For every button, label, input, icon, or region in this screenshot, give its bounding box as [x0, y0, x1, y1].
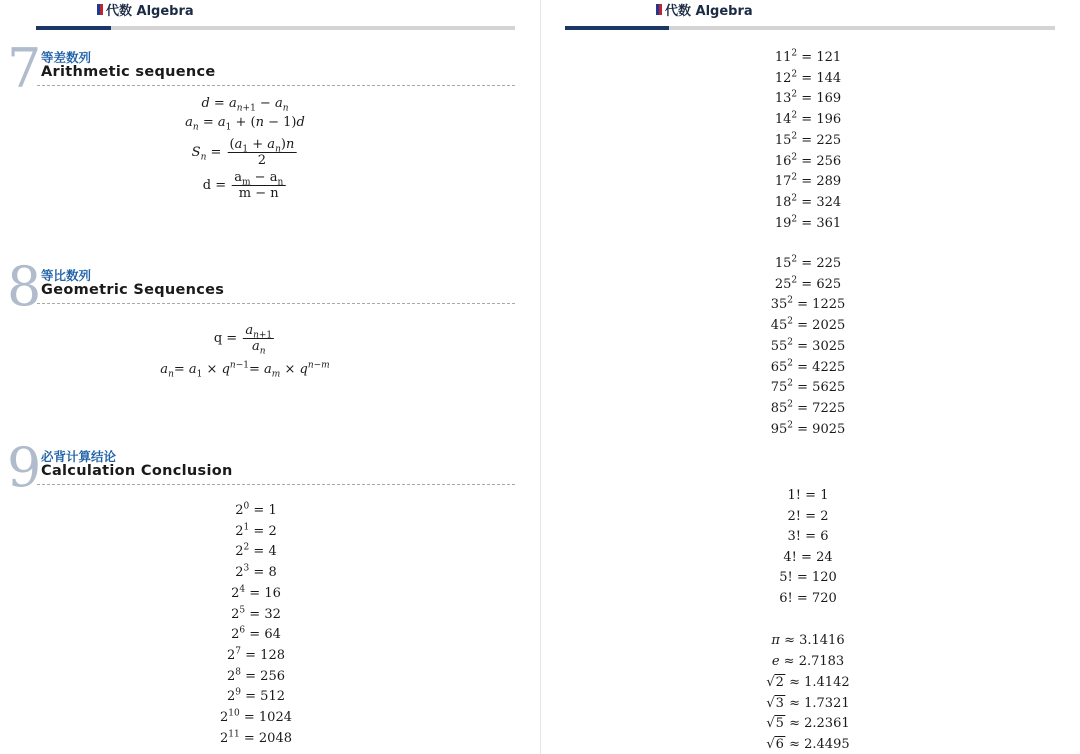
value: 1 — [820, 488, 829, 503]
base: 45 — [770, 318, 788, 334]
constant-row: e ≈ 2.7183 — [771, 653, 845, 669]
factorial-row: 5! = 120 — [779, 570, 837, 585]
value: 7225 — [812, 400, 846, 416]
value: 169 — [816, 91, 842, 107]
power-row: $2^1 = 2$ — [235, 522, 277, 539]
value: 3.1416 — [799, 633, 845, 648]
exponent: 5 — [239, 605, 246, 616]
right-header — [656, 0, 753, 18]
value: 5625 — [812, 380, 846, 396]
symbol: π — [771, 633, 780, 648]
flag-icon — [656, 4, 662, 15]
square-row: $75^2 = 5625$ — [770, 378, 846, 396]
exponent: 2 — [787, 358, 794, 369]
power-row: $2^7 = 128$ — [226, 646, 286, 663]
exponent: 2 — [787, 399, 794, 410]
square-row: $13^2 = 169$ — [774, 90, 842, 107]
base: 13 — [774, 91, 792, 107]
value: 121 — [816, 50, 842, 65]
value: 361 — [816, 215, 842, 231]
formula-geometric-nth: $a_n= a_1 \times q^{n-1}= a_m \times q^{n-m}$ — [160, 360, 330, 380]
sqrt-icon: √3 — [766, 695, 784, 711]
square-row: $35^2 = 1225$ — [770, 296, 846, 313]
value: 16 — [264, 585, 281, 601]
n: 1 — [787, 488, 796, 503]
value: 324 — [816, 194, 842, 210]
value: 256 — [816, 153, 842, 169]
exponent: 2 — [787, 337, 794, 348]
base: 35 — [770, 297, 788, 313]
exponent: 2 — [791, 172, 798, 183]
n: 5 — [779, 570, 788, 585]
exponent: 2 — [791, 48, 798, 59]
constant-row: π ≈ 3.1416 — [771, 633, 845, 648]
base: 95 — [770, 421, 788, 437]
root-row: √2 ≈ 1.4142 — [766, 675, 850, 690]
power-row: $2^{10} = 1024$ — [220, 708, 292, 725]
square-row: $17^2 = 289$ — [774, 172, 842, 190]
power-row: $2^2 = 4$ — [235, 543, 277, 560]
square-row: $15^2 = 225$ — [774, 131, 842, 148]
value: 625 — [816, 276, 842, 292]
exponent: 6 — [239, 625, 246, 636]
section-dashed-line — [37, 484, 515, 485]
base: 19 — [774, 215, 792, 231]
square-row: $12^2 = 144$ — [774, 69, 842, 86]
power-row: $2^8 = 256$ — [226, 667, 286, 684]
value: 256 — [260, 668, 286, 684]
n: 3 — [787, 529, 796, 544]
factorial-row: 2! = 2 — [787, 508, 829, 524]
base: 75 — [770, 380, 788, 396]
value: 24 — [816, 549, 833, 565]
exponent: 1 — [243, 522, 250, 533]
power-row: $2^{11} = 2048$ — [220, 729, 292, 746]
root-row: √3 ≈ 1.7321 — [766, 695, 850, 711]
n: 6 — [779, 590, 788, 606]
base: 65 — [770, 359, 788, 375]
left-header-bar — [36, 26, 515, 30]
exponent: 2 — [791, 193, 798, 204]
power-row: $2^5 = 32$ — [231, 605, 281, 622]
value: 2025 — [812, 318, 846, 334]
value: 8 — [268, 565, 277, 581]
square-row: $55^2 = 3025$ — [770, 337, 846, 354]
right-header-bar — [565, 26, 1055, 30]
exponent: 11 — [228, 729, 240, 740]
formula-common-difference: $d = a_{n+1} - a_n$ — [201, 96, 289, 114]
factorial-row: 3! = 6 — [787, 529, 829, 544]
square-row: $15^2 = 225$ — [774, 254, 842, 271]
section-title-zh: 等差数列 — [41, 50, 92, 65]
square-row: $19^2 = 361$ — [774, 214, 842, 231]
value: 1225 — [812, 297, 846, 313]
sqrt-icon: √2 — [766, 675, 784, 690]
symbol: e — [771, 653, 780, 669]
exponent: 0 — [243, 501, 250, 512]
formula-difference-mn: d = $\frac{a_m - a_n}{m - n}$ — [202, 170, 284, 201]
base: 55 — [770, 338, 788, 354]
sqrt-icon: √5 — [766, 716, 784, 731]
radicand: 5 — [775, 716, 784, 731]
section-number: 9 — [7, 436, 42, 499]
exponent: 2 — [791, 131, 798, 142]
left-header-title: 代数 Algebra — [106, 3, 194, 19]
base: 14 — [774, 112, 792, 128]
square-row: $95^2 = 9025$ — [770, 420, 846, 437]
exponent: 2 — [787, 420, 794, 431]
exponent: 9 — [235, 687, 242, 698]
formula-ratio: q = $\frac{a_{n+1}}{a_n}$ — [213, 323, 273, 357]
value: 64 — [264, 627, 281, 643]
exponent: 7 — [235, 646, 242, 657]
exponent: 4 — [239, 584, 246, 595]
factorial-row: 6! = 720 — [779, 590, 837, 606]
factorial-row: 4! = 24 — [783, 549, 833, 565]
value: 720 — [811, 590, 837, 606]
exponent: 2 — [791, 152, 798, 163]
value: 2 — [268, 523, 277, 539]
section-dashed-line — [37, 303, 515, 304]
square-row: $11^2 = 121$ — [774, 48, 842, 65]
value: 1.4142 — [804, 675, 850, 690]
exponent: 2 — [787, 316, 794, 327]
value: 196 — [816, 112, 842, 128]
square-row: $45^2 = 2025$ — [770, 316, 846, 334]
exponent: 2 — [791, 69, 798, 80]
value: 128 — [260, 647, 286, 663]
value: 1.7321 — [804, 695, 850, 711]
power-row: $2^6 = 64$ — [231, 625, 281, 643]
value: 120 — [811, 570, 837, 585]
radicand: 6 — [775, 736, 784, 752]
exponent: 2 — [787, 296, 794, 307]
exponent: 8 — [235, 667, 242, 678]
root-row: √6 ≈ 2.4495 — [766, 736, 850, 752]
n: 4 — [783, 549, 792, 565]
flag-icon — [97, 4, 103, 15]
formula-nth-term: $a_n = a_1 + (n - 1)d$ — [185, 115, 305, 133]
power-row: $2^0 = 1$ — [235, 501, 277, 518]
value: 9025 — [812, 421, 846, 437]
value: 3025 — [812, 338, 846, 354]
square-row: $85^2 = 7225$ — [770, 399, 846, 416]
exponent: 2 — [791, 254, 798, 265]
exponent: 2 — [791, 214, 798, 225]
section-number: 8 — [7, 255, 42, 318]
sqrt-icon: √6 — [766, 736, 784, 752]
value: 225 — [816, 132, 842, 148]
base: 17 — [774, 174, 792, 190]
value: 144 — [816, 70, 842, 86]
left-header — [97, 0, 194, 18]
exponent: 2 — [243, 543, 250, 554]
value: 225 — [816, 256, 842, 271]
base: 25 — [774, 276, 792, 292]
exponent: 2 — [791, 275, 798, 286]
right-header-title: 代数 Algebra — [665, 3, 753, 19]
section-title-zh: 等比数列 — [41, 268, 92, 283]
square-row: $25^2 = 625$ — [774, 275, 842, 292]
base: 85 — [770, 400, 788, 416]
section-title-en: Arithmetic sequence — [41, 64, 216, 80]
base: 15 — [774, 256, 792, 271]
base: 11 — [774, 50, 792, 65]
value: 4225 — [812, 359, 846, 375]
exponent: 2 — [791, 110, 798, 121]
radicand: 3 — [775, 695, 784, 711]
formula-sum: $S_n$ = $\frac{(a_1 + a_n)n}{2}$ — [191, 137, 295, 168]
section-number: 7 — [7, 37, 42, 100]
value: 1024 — [258, 710, 292, 725]
square-row: $14^2 = 196$ — [774, 110, 842, 128]
power-row: $2^4 = 16$ — [231, 584, 281, 601]
value: 512 — [260, 689, 286, 705]
value: 2.4495 — [804, 736, 850, 752]
section-dashed-line — [37, 85, 515, 86]
exponent: 2 — [791, 90, 798, 101]
factorial-row: 1! = 1 — [787, 488, 829, 503]
power-row: $2^3 = 8$ — [235, 563, 277, 581]
right-page — [540, 0, 1080, 754]
root-row: √5 ≈ 2.2361 — [766, 716, 850, 731]
exponent: 3 — [243, 563, 250, 574]
value: 2.7183 — [798, 653, 845, 669]
exponent: 10 — [228, 708, 240, 719]
section-title-en: Calculation Conclusion — [41, 463, 233, 479]
square-row: $18^2 = 324$ — [774, 193, 842, 210]
value: 4 — [268, 544, 277, 560]
exponent: 2 — [787, 378, 794, 389]
base: 18 — [774, 194, 792, 210]
value: 6 — [820, 529, 829, 544]
value: 2 — [820, 508, 829, 524]
n: 2 — [787, 508, 796, 524]
section-title-zh: 必背计算结论 — [41, 449, 117, 464]
power-row: $2^9 = 512$ — [226, 687, 286, 705]
value: 1 — [268, 503, 277, 518]
value: 2.2361 — [804, 716, 850, 731]
base: 16 — [774, 153, 792, 169]
square-row: $16^2 = 256$ — [774, 152, 842, 169]
value: 2048 — [258, 730, 292, 746]
value: 289 — [816, 174, 842, 190]
radicand: 2 — [775, 675, 784, 690]
section-title-en: Geometric Sequences — [41, 282, 225, 298]
square-row: $65^2 = 4225$ — [770, 358, 846, 375]
value: 32 — [264, 606, 281, 622]
base: 15 — [774, 132, 792, 148]
base: 12 — [774, 70, 792, 86]
